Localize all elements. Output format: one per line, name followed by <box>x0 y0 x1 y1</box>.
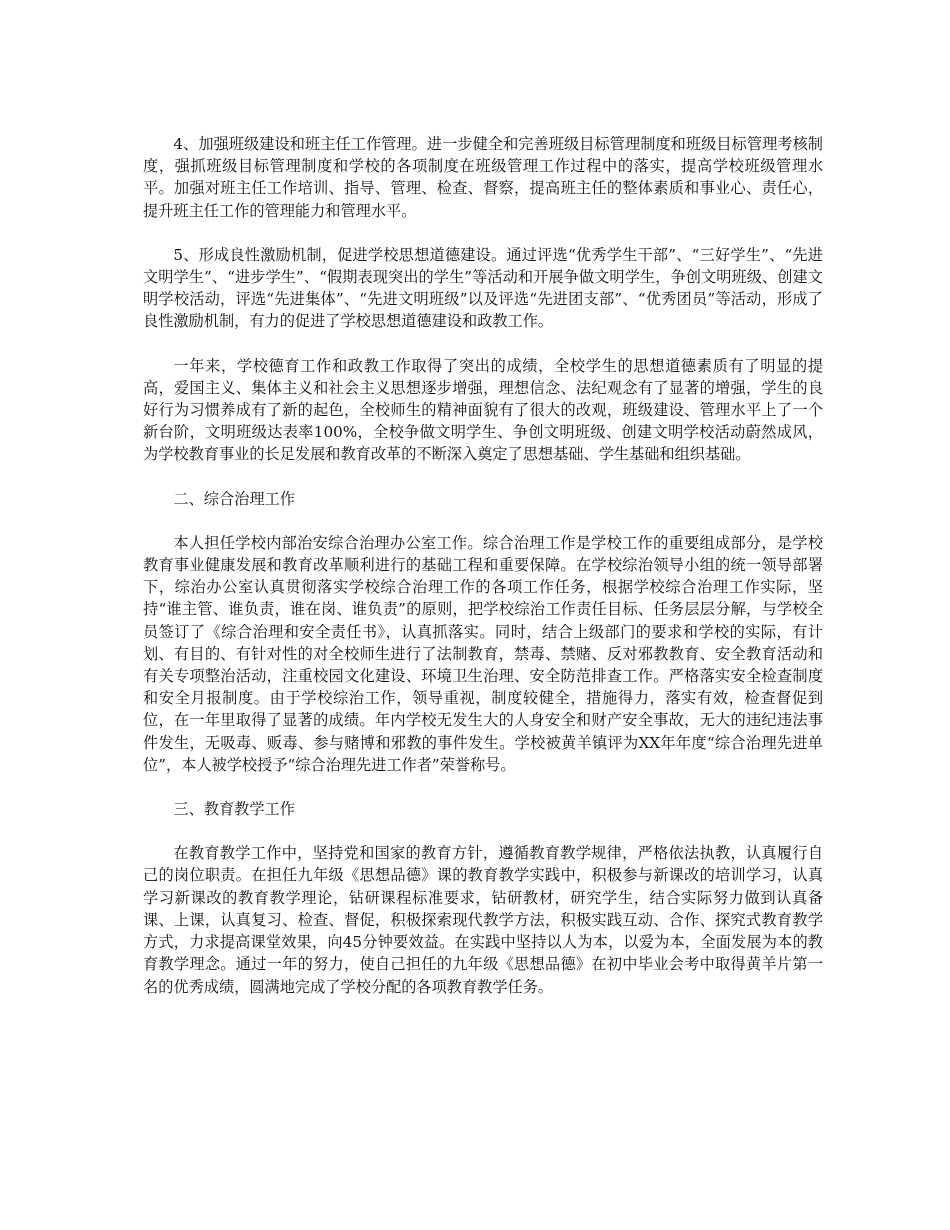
section-heading-comprehensive-governance: 二、综合治理工作 <box>173 489 295 508</box>
paragraph-teaching-work: 在教育教学工作中，坚持党和国家的教育方针，遵循教育教学规律，严格依法执教，认真履行自己的岗位职责。在担任九年级《思想品德》课的教育教学实践中，积极参与新课改的培训学习，认真学习新课改的教育教学理论，钻研课程标准要求，钻研教材，研究学生，结合实际努力做到认真备课、上课，认真复习、检查、督促，积极探索现代教学方法，积极实践互动、合作、探究式教育教学方式，力求提高课堂效果，向45分钟要效益。在实践中坚持以人为本，以爱为本，全面发展为本的教育教学理念。通过一年的努力，使自己担任的九年级《思想品德》在初中毕业会考中取得黄羊片第一名的优秀成绩，圆满地完成了学校分配的各项教育教学任务。 <box>143 844 823 996</box>
paragraph-comprehensive-governance: 本人担任学校内部治安综合治理办公室工作。综合治理工作是学校工作的重要组成部分，是学校教育事业健康发展和教育改革顺利进行的基础工程和重要保障。在学校综治领导小组的统一领导部署下，综治办公室认真贯彻落实学校综合治理工作的各项工作任务，根据学校综合治理工作实际，坚持“谁主管、谁负责，谁在岗、谁负责”的原则，把学校综治工作责任目标、任务层层分解，与学校全员签订了《综合治理和安全责任书》，认真抓落实。同时，结合上级部门的要求和学校的实际，有计划、有目的、有针对性的对全校师生进行了法制教育，禁毒、禁赌、反对邪教教育、安全教育活动和有关专项整治活动，注重校园文化建设、环境卫生治理、安全防范排查工作。严格落实安全检查制度和安全月报制度。由于学校综治工作，领导重视，制度较健全，措施得力，落实有效，检查督促到位，在一年里取得了显著的成绩。年内学校无发生大的人身安全和财产安全事故，无大的违纪违法事件发生，无吸毒、贩毒、参与赌博和邪教的事件发生。学校被黄羊镇评为XX年年度“综合治理先进单位”，本人被学校授予“综合治理先进工作者”荣誉称号。 <box>143 533 823 774</box>
section-heading-teaching-work: 三、教育教学工作 <box>173 800 295 819</box>
paragraph-year-summary: 一年来，学校德育工作和政教工作取得了突出的成绩，全校学生的思想道德素质有了明显的提高，爱国主义、集体主义和社会主义思想逐步增强，理想信念、法纪观念有了显著的增强，学生的良好行为习惯养成有了新的起色，全校师生的精神面貌有了很大的改观，班级建设、管理水平上了一个新台阶，文明班级达表率100%，全校争做文明学生、争创文明班级、创建文明学校活动蔚然成风，为学校教育事业的长足发展和教育改革的不断深入奠定了思想基础、学生基础和组织基础。 <box>143 356 823 464</box>
paragraph-class-management: 4、加强班级建设和班主任工作管理。进一步健全和完善班级目标管理制度和班级目标管理考核制度，强抓班级目标管理制度和学校的各项制度在班级管理工作过程中的落实，提高学校班级管理水平。加强对班主任工作培训、指导、管理、检查、督察，提高班主任的整体素质和事业心、责任心，提升班主任工作的管理能力和管理水平。 <box>143 135 823 220</box>
document-page <box>143 133 823 1020</box>
paragraph-incentive-mechanism: 5、形成良性激励机制，促进学校思想道德建设。通过评选“优秀学生干部”、“三好学生”、“先进文明学生”、“进步学生”、“假期表现突出的学生”等活动和开展争做文明学生，争创文明班级、创建文明学校活动，评选“先进集体”、“先进文明班级”以及评选“先进团支部”、“优秀团员”等活动，形成了良性激励机制，有力的促进了学校思想道德建设和政教工作。 <box>143 245 823 331</box>
